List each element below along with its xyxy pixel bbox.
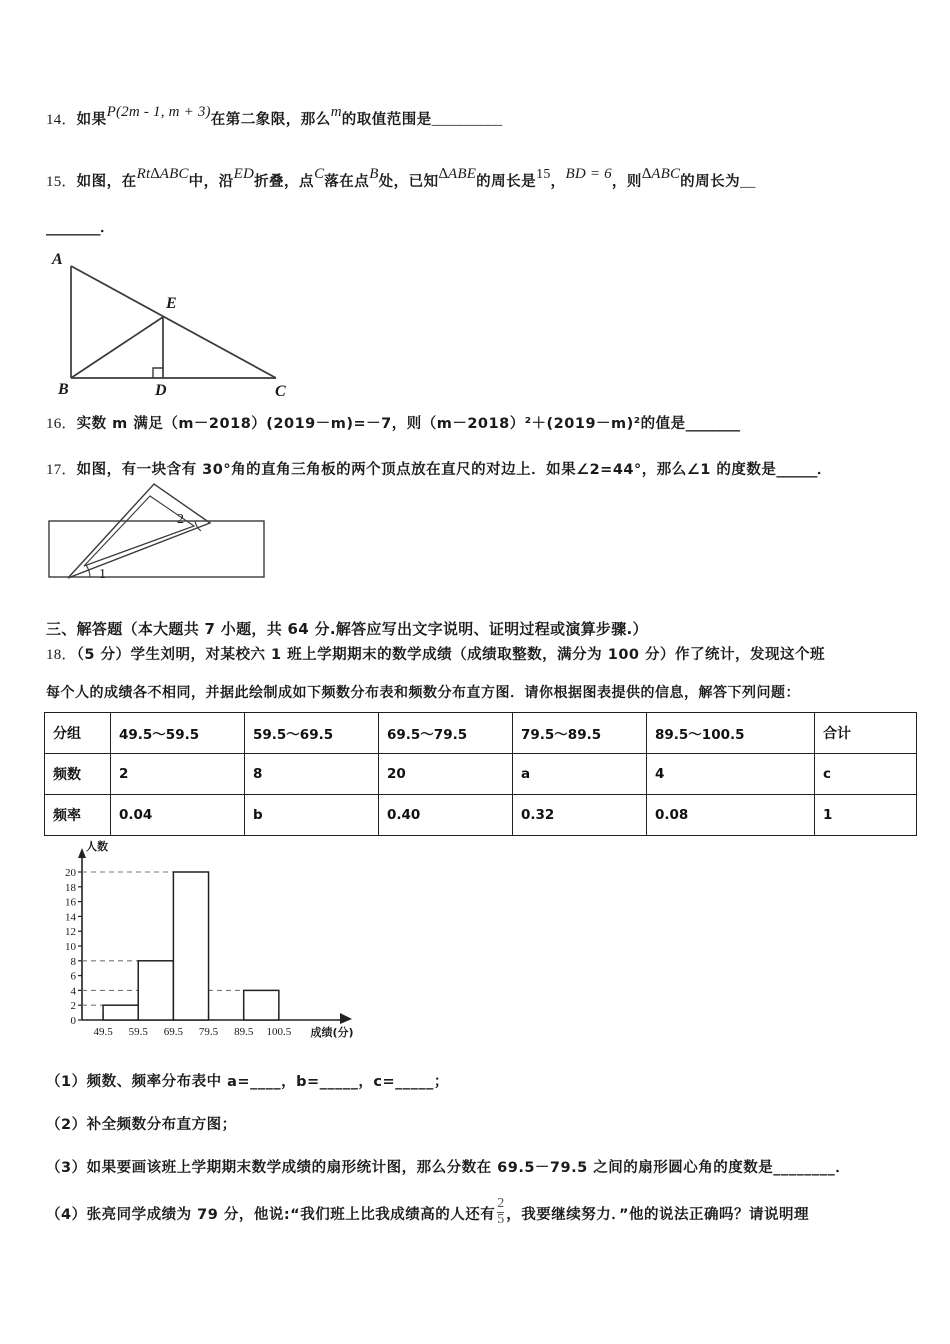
- subquestion-4: [46, 1196, 809, 1230]
- table-cell-group-1: 49.5～59.5: [111, 713, 245, 754]
- table-rowheader-rate: 频率: [45, 795, 111, 836]
- table-cell-frequency-total: c: [815, 754, 917, 795]
- table-cell-group-5: 89.5～100.5: [647, 713, 815, 754]
- table-cell-group-4: 79.5～89.5: [513, 713, 647, 754]
- question-16-number: 16．: [46, 416, 77, 432]
- question-15-number: 15．: [46, 174, 77, 190]
- histogram-x-tick-label: 89.5: [234, 1026, 254, 1038]
- question-14-tail-text: 的取值范围是: [341, 112, 432, 128]
- question-14-lead: 如果: [76, 112, 107, 128]
- subquestion-4-text-before-fraction: （4）张亮同学成绩为 79 分，他说:“我们班上比我成绩高的人还有: [46, 1206, 496, 1223]
- question-15-text-5: 处，已知: [378, 174, 439, 190]
- figure-set-square-ruler-svg: [44, 480, 294, 600]
- figure-triangle-abc-svg: [44, 246, 344, 400]
- table-row-groups: [45, 713, 917, 754]
- table-cell-rate-total: 1: [815, 795, 917, 836]
- question-18-line-1: [46, 643, 825, 667]
- histogram-bar: [244, 990, 279, 1020]
- figure-triangle-abc: [44, 246, 344, 400]
- histogram-y-tick-label: 0: [70, 1015, 76, 1027]
- table-row-rate: [45, 795, 917, 836]
- subquestion-4-fraction: [497, 1197, 504, 1227]
- question-15-math-b: B: [369, 166, 379, 182]
- question-15-math-rt-abc: Rt∆ABC: [136, 166, 189, 182]
- question-14: [46, 104, 502, 132]
- frequency-histogram-svg: [44, 840, 374, 1052]
- table-cell-rate-4: 0.32: [513, 795, 647, 836]
- histogram-y-tick-label: 16: [65, 896, 76, 909]
- question-15-math-ed: ED: [233, 166, 255, 182]
- histogram-x-tick-label: 100.5: [266, 1026, 292, 1038]
- question-15: [46, 166, 756, 194]
- histogram-y-tick-label: 8: [70, 955, 76, 968]
- histogram-y-tick-label: 2: [70, 1000, 76, 1013]
- table-row-frequency: [45, 754, 917, 795]
- section-3-header: [46, 618, 648, 639]
- question-15-text-3: 折叠，点: [254, 174, 315, 190]
- histogram-bar: [173, 872, 208, 1020]
- histogram-y-tick-label: 10: [65, 941, 76, 953]
- histogram-y-tick-label: 18: [65, 881, 76, 894]
- subquestion-2-text: （2）补全频数分布直方图；: [46, 1117, 237, 1133]
- frequency-distribution-table: [44, 712, 917, 836]
- figure-label-E: E: [166, 295, 177, 312]
- figure-label-A: A: [52, 251, 63, 268]
- subquestion-4-text-after-fraction: ，我要继续努力．”他的说法正确吗？请说明理: [506, 1206, 809, 1223]
- question-15-value-15: 15: [536, 167, 551, 182]
- figure-set-square-ruler: [44, 480, 294, 600]
- frequency-histogram: [44, 840, 374, 1052]
- histogram-bar: [138, 961, 173, 1020]
- subquestion-3: [46, 1156, 850, 1177]
- question-15-text-7: ，: [550, 174, 566, 190]
- histogram-y-tick-label: 6: [70, 970, 76, 983]
- table-cell-rate-5: 0.08: [647, 795, 815, 836]
- question-15-text-8: ，则: [611, 174, 642, 190]
- fraction-denominator: 5: [497, 1211, 505, 1227]
- question-17-number: 17．: [46, 462, 77, 478]
- question-14-answer-blank[interactable]: __________: [431, 112, 502, 128]
- question-16: [46, 412, 740, 436]
- question-18-line-2: [46, 683, 800, 705]
- question-18-stem-2: 每个人的成绩各不相同，并据此绘制成如下频数分布表和频数分布直方图．请你根据图表提供的信息，解答下列问题：: [46, 685, 800, 701]
- table-rowheader-frequency: 频数: [45, 754, 111, 795]
- table-cell-rate-3: 0.40: [379, 795, 513, 836]
- question-16-answer-blank[interactable]: ________: [685, 416, 740, 432]
- question-15-math-c: C: [314, 166, 325, 182]
- question-16-text: 实数 m 满足（m－2018）(2019－m)=－7，则（m－2018）²＋(2019－m)²的值是: [76, 416, 686, 432]
- section-3-title: 三、解答题: [46, 620, 123, 638]
- histogram-x-tick-label: 79.5: [198, 1026, 219, 1038]
- histogram-x-tick-label: 59.5: [128, 1026, 148, 1038]
- question-14-point-expression: P(2m - 1, m + 3): [106, 104, 211, 120]
- figure-angle-2-label: 2: [177, 512, 184, 527]
- table-cell-frequency-4: a: [513, 754, 647, 795]
- section-3-instruction: （本大题共 7 小题，共 64 分.解答应写出文字说明、证明过程或演算步骤.）: [122, 620, 648, 638]
- fraction-numerator: 2: [497, 1196, 505, 1211]
- table-cell-rate-2: b: [245, 795, 379, 836]
- question-14-variable: m: [330, 104, 342, 120]
- table-cell-rate-1: 0.04: [111, 795, 245, 836]
- question-15-math-bd: BD = 6: [565, 166, 612, 182]
- question-18-marks: （5 分）: [76, 647, 131, 663]
- question-15-answer-blank-inline[interactable]: __: [740, 174, 756, 190]
- question-15-text-4: 落在点: [324, 174, 370, 190]
- figure-angle-1-label: 1: [99, 567, 106, 582]
- question-15-math-abe: ∆ABE: [438, 166, 477, 182]
- table-rowheader-group: 分组: [45, 713, 111, 754]
- question-18-number: 18．: [46, 647, 77, 663]
- question-15-text-9: 的周长为: [680, 174, 741, 190]
- question-18-stem-1: 学生刘明，对某校六 1 班上学期期末的数学成绩（成绩取整数，满分为 100 分）作了统计，发现这个班: [130, 647, 826, 663]
- question-14-mid-text: 在第二象限，那么: [210, 112, 331, 128]
- table-cell-total-header: 合计: [815, 713, 917, 754]
- subquestion-3-text[interactable]: （3）如果要画该班上学期期末数学成绩的扇形统计图，那么分数在 69.5－79.5 之间的扇形圆心角的度数是________．: [46, 1160, 851, 1176]
- question-17: [46, 458, 831, 482]
- question-17-answer-blank[interactable]: ______．: [776, 462, 831, 478]
- question-17-text: 如图，有一块含有 30°角的直角三角板的两个顶点放在直尺的对边上．如果∠2=44°，那么∠1 的度数是: [76, 462, 777, 478]
- histogram-y-tick-label: 12: [65, 926, 76, 939]
- question-15-answer-blank-wrap[interactable]: ________．: [46, 220, 114, 236]
- question-15-text-6: 的周长是: [476, 174, 537, 190]
- table-cell-frequency-5: 4: [647, 754, 815, 795]
- subquestion-1-text[interactable]: （1）频数、频率分布表中 a=____，b=_____，c=_____；: [46, 1074, 449, 1090]
- table-cell-frequency-3: 20: [379, 754, 513, 795]
- table-cell-group-2: 59.5～69.5: [245, 713, 379, 754]
- figure-label-D: D: [155, 382, 167, 399]
- question-15-math-abc: ∆ABC: [641, 166, 681, 182]
- histogram-x-tick-label: 69.5: [163, 1026, 184, 1038]
- histogram-bar: [103, 1005, 138, 1020]
- figure-label-B: B: [58, 381, 69, 398]
- histogram-x-axis-title: 成绩(分): [310, 1026, 354, 1039]
- histogram-x-tick-label: 49.5: [93, 1026, 113, 1038]
- question-15-text-1: 如图，在: [76, 174, 137, 190]
- histogram-y-tick-label: 20: [65, 867, 76, 879]
- subquestion-2: [46, 1113, 237, 1134]
- question-15-blank-continued[interactable]: [46, 216, 114, 240]
- histogram-y-tick-label: 14: [65, 911, 76, 924]
- table-cell-frequency-2: 8: [245, 754, 379, 795]
- table-cell-group-3: 69.5～79.5: [379, 713, 513, 754]
- question-15-text-2: 中，沿: [188, 174, 234, 190]
- histogram-y-tick-label: 4: [70, 985, 76, 998]
- figure-label-C: C: [275, 383, 286, 400]
- question-14-number: 14．: [46, 112, 77, 128]
- table-cell-frequency-1: 2: [111, 754, 245, 795]
- histogram-y-axis-title: 人数: [86, 840, 108, 853]
- subquestion-1: [46, 1070, 449, 1091]
